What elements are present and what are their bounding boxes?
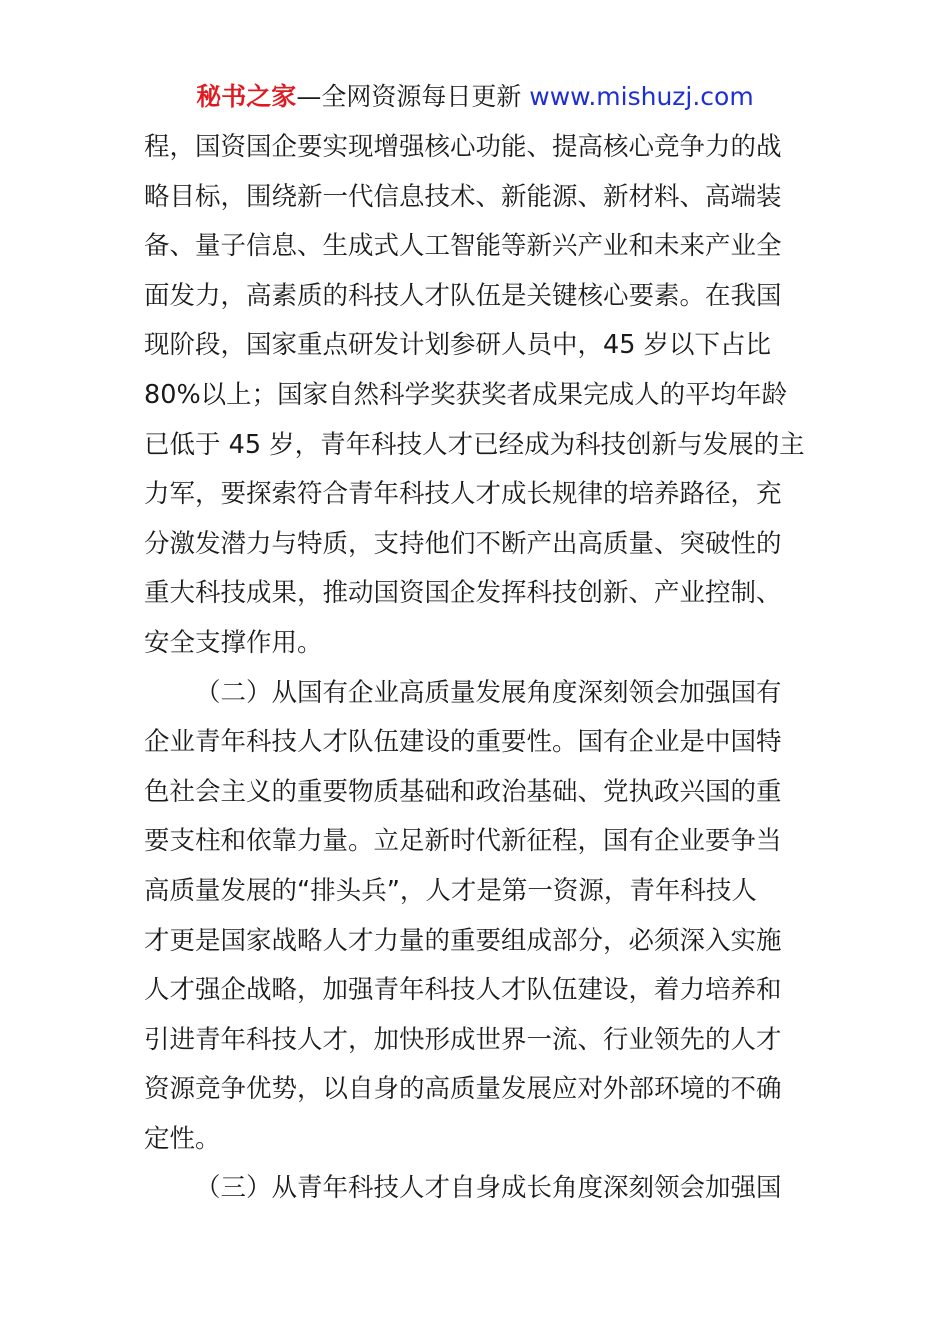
text-line: 现阶段，国家重点研发计划参研人员中，45 岁以下占比: [144, 330, 772, 361]
text-line: 已低于 45 岁，青年科技人才已经成为科技创新与发展的主: [144, 429, 805, 460]
text-line: 分激发潜力与特质，支持他们不断产出高质量、突破性的: [144, 528, 782, 559]
text-line: 引进青年科技人才，加快形成世界一流、行业领先的人才: [144, 1024, 782, 1055]
text-line: 色社会主义的重要物质基础和政治基础、党执政兴国的重: [144, 776, 782, 807]
site-header: [0, 80, 950, 114]
document-body: [144, 123, 814, 1214]
text-line: 要支柱和依靠力量。立足新时代新征程，国有企业要争当: [144, 826, 782, 857]
text-line: 略目标，围绕新一代信息技术、新能源、新材料、高端装: [144, 181, 782, 212]
brand-name: 秘书之家: [196, 82, 297, 111]
text-line: 人才强企战略，加强青年科技人才队伍建设，着力培养和: [144, 975, 782, 1006]
text-line: 才更是国家战略人才力量的重要组成部分，必须深入实施: [144, 925, 782, 956]
text-line: 力军，要探索符合青年科技人才成长规律的培养路径，充: [144, 479, 782, 510]
text-line: 资源竞争优势，以自身的高质量发展应对外部环境的不确: [144, 1074, 782, 1105]
text-line: 定性。: [144, 1123, 221, 1154]
section-heading-line: （三）从青年科技人才自身成长角度深刻领会加强国: [195, 1173, 782, 1204]
text-line: 高质量发展的“排头兵”，人才是第一资源，青年科技人: [144, 875, 757, 906]
section-heading-line: （二）从国有企业高质量发展角度深刻领会加强国有: [195, 677, 782, 708]
text-line: 面发力，高素质的科技人才队伍是关键核心要素。在我国: [144, 280, 782, 311]
text-line: 企业青年科技人才队伍建设的重要性。国有企业是中国特: [144, 727, 782, 758]
text-line: 80%以上；国家自然科学奖获奖者成果完成人的平均年龄: [144, 379, 788, 410]
text-line: 备、量子信息、生成式人工智能等新兴产业和未来产业全: [144, 231, 782, 262]
text-line: 重大科技成果，推动国资国企发挥科技创新、产业控制、: [144, 578, 782, 609]
text-line: 程，国资国企要实现增强核心功能、提高核心竞争力的战: [144, 132, 782, 162]
header-tagline: —全网资源每日更新: [296, 82, 522, 111]
site-url-link[interactable]: www.mishuzj.com: [529, 82, 754, 111]
text-line: 安全支撑作用。: [144, 627, 323, 658]
